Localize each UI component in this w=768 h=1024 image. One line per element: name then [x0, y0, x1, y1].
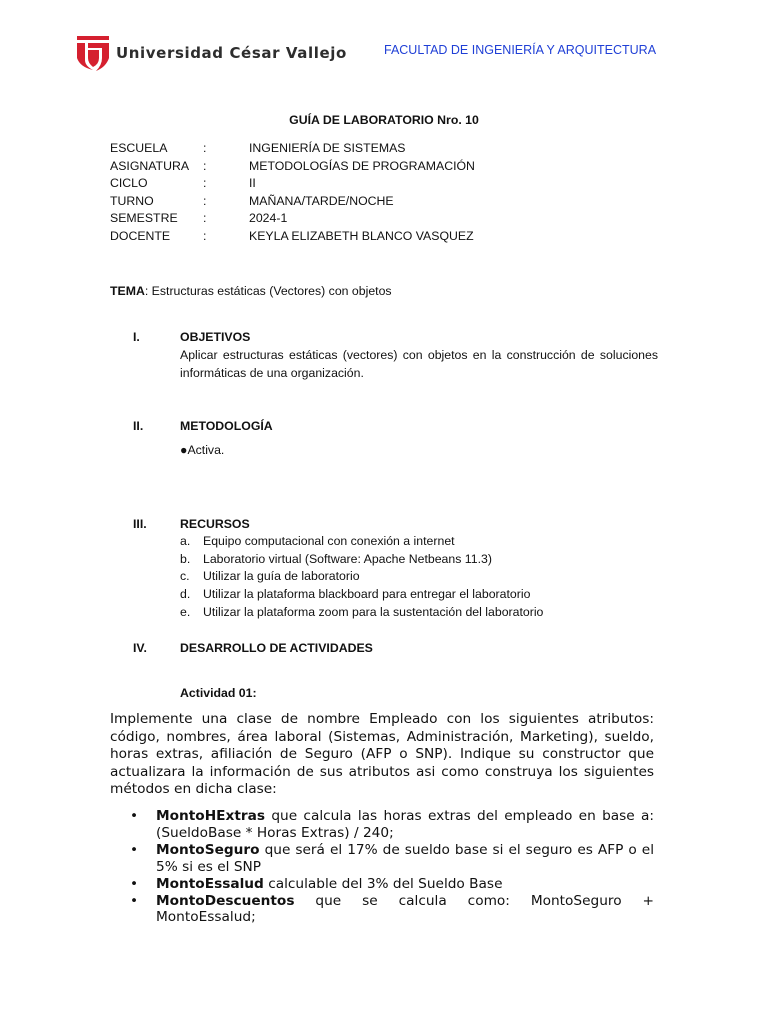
university-logo	[76, 34, 347, 72]
bullet-icon: ●	[180, 443, 188, 457]
info-value: MAÑANA/TARDE/NOCHE	[249, 193, 394, 208]
page-header	[0, 0, 768, 95]
list-item-letter: e.	[180, 604, 191, 619]
list-item-text: Equipo computacional con conexión a internet	[203, 534, 455, 548]
topic-text: : Estructuras estáticas (Vectores) con objetos	[144, 284, 392, 298]
method-desc: calculable del 3% del Sueldo Base	[263, 875, 503, 892]
info-colon: :	[203, 141, 207, 155]
section-number-objetivos: I.	[133, 330, 140, 344]
info-key: TURNO	[110, 193, 154, 208]
info-value: II	[249, 176, 256, 191]
section-title-objetivos: OBJETIVOS	[180, 330, 251, 344]
method-name: MontoHExtras	[156, 808, 266, 824]
faculty-name: FACULTAD DE INGENIERÍA Y ARQUITECTURA	[384, 43, 657, 57]
metodologia-item-text: Activa.	[187, 443, 225, 457]
info-key: ASIGNATURA	[110, 158, 190, 173]
list-item	[130, 842, 654, 876]
list-item-letter: b.	[180, 551, 191, 566]
info-value: KEYLA ELIZABETH BLANCO VASQUEZ	[249, 228, 474, 243]
info-key: ESCUELA	[110, 141, 168, 155]
list-item	[130, 876, 654, 893]
info-colon: :	[203, 211, 207, 226]
info-colon: :	[203, 228, 207, 243]
info-key: SEMESTRE	[110, 211, 178, 226]
topic-line	[110, 284, 392, 298]
section-title-desarrollo: DESARROLLO DE ACTIVIDADES	[180, 641, 373, 655]
activity-body: Implemente una clase de nombre Empleado con los siguientes atributos: código, nombres, área laboral (Sistemas, Administración, Marketing), sueldo, horas extras, afiliación de Seguro (AFP o SNP). Indique su constructor que actualizara la información de sus atributos asi como construya los siguientes métodos en dicha clase:	[110, 711, 654, 798]
list-item-letter: a.	[180, 534, 191, 548]
method-name: MontoEssalud	[156, 875, 264, 892]
methods-list	[130, 808, 654, 926]
info-colon: :	[203, 193, 207, 208]
list-item-text: Laboratorio virtual (Software: Apache Netbeans 11.3)	[203, 551, 492, 566]
activity-title: Actividad 01:	[180, 686, 257, 700]
list-item	[130, 893, 654, 927]
info-colon: :	[203, 176, 207, 191]
list-item-letter: c.	[180, 569, 190, 584]
info-value: METODOLOGÍAS DE PROGRAMACIÓN	[249, 158, 475, 173]
method-desc: que calcula las horas extras del empleado en base a: (SueldoBase * Horas Extras) / 240;	[156, 808, 654, 841]
metodologia-item	[180, 443, 224, 457]
method-name: MontoSeguro	[156, 841, 260, 858]
objetivos-text: Aplicar estructuras estáticas (vectores) con objetos en la construcción de soluciones informáticas de una organización.	[180, 348, 658, 380]
ucv-shield-icon	[76, 34, 110, 72]
info-colon: :	[203, 158, 207, 173]
method-name: MontoDescuentos	[156, 892, 295, 909]
list-item-letter: d.	[180, 587, 191, 602]
method-desc: que se calcula como: MontoSeguro + MontoEssalud;	[156, 892, 654, 926]
list-item-text: Utilizar la guía de laboratorio	[203, 569, 360, 584]
list-item-text: Utilizar la plataforma blackboard para entregar el laboratorio	[203, 587, 531, 602]
list-item-text: Utilizar la plataforma zoom para la sustentación del laboratorio	[203, 604, 544, 619]
bullet-icon: •	[130, 841, 139, 858]
info-value: INGENIERÍA DE SISTEMAS	[249, 141, 406, 155]
section-number-desarrollo: IV.	[133, 641, 147, 655]
university-name: Universidad César Vallejo	[116, 44, 347, 62]
info-key: DOCENTE	[110, 228, 171, 243]
bullet-icon: •	[130, 892, 139, 909]
info-value: 2024-1	[249, 211, 288, 226]
method-desc: que será el 17% de sueldo base si el seguro es AFP o el 5% si es el SNP	[156, 841, 654, 875]
topic-label: TEMA	[110, 284, 145, 298]
list-item	[130, 808, 654, 842]
document-title: GUÍA DE LABORATORIO Nro. 10	[289, 113, 479, 127]
bullet-icon: •	[130, 808, 139, 824]
section-title-recursos: RECURSOS	[180, 517, 250, 531]
section-number-metodologia: II.	[133, 419, 144, 433]
info-key: CICLO	[110, 176, 148, 191]
bullet-icon: •	[130, 875, 139, 892]
section-number-recursos: III.	[133, 517, 147, 531]
section-title-metodologia: METODOLOGÍA	[180, 419, 273, 433]
